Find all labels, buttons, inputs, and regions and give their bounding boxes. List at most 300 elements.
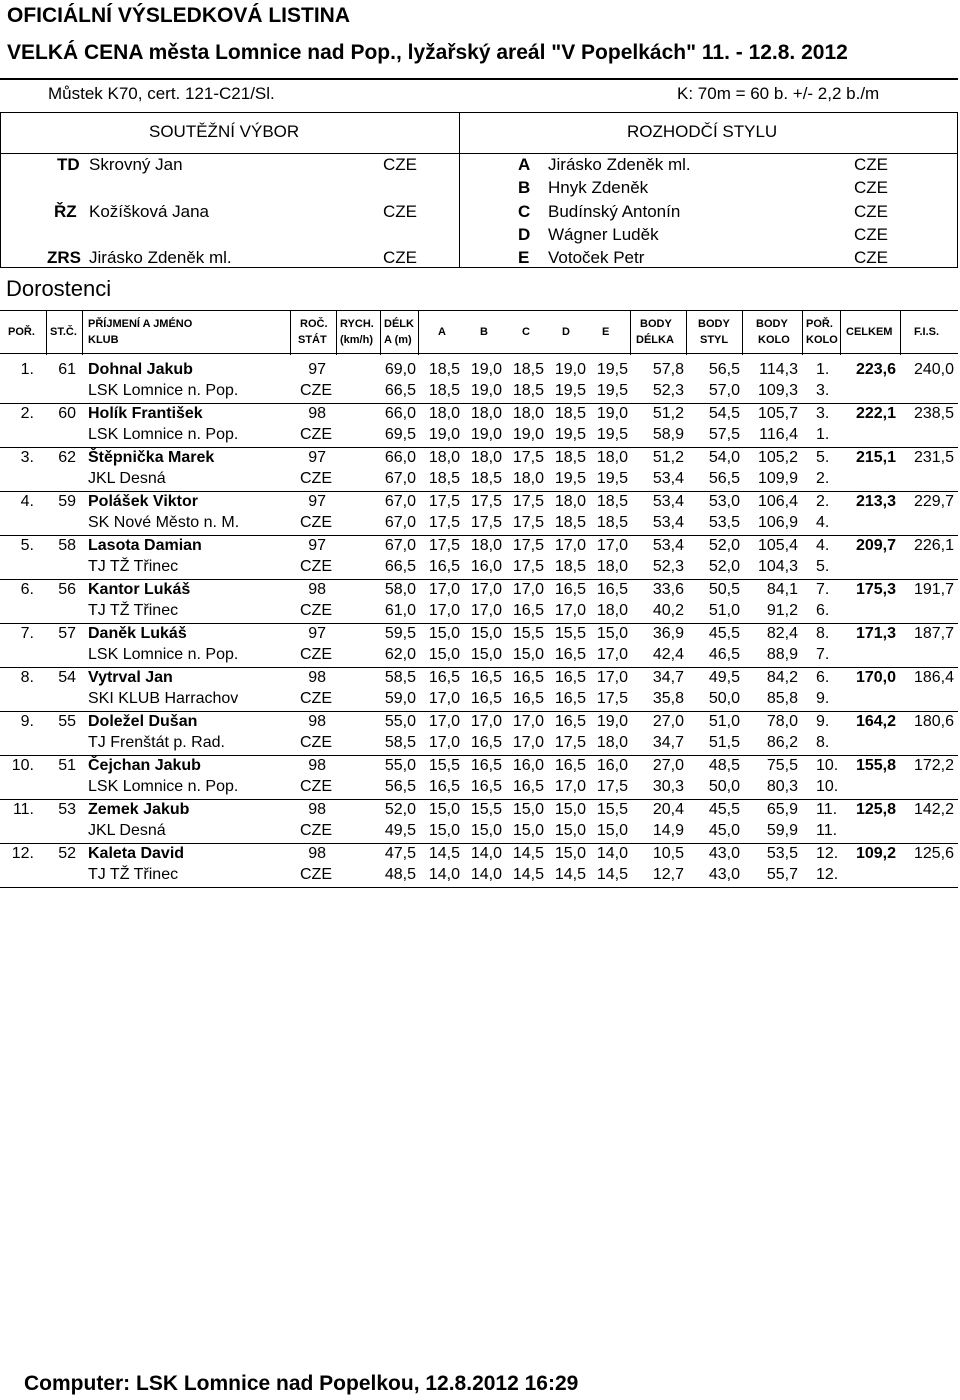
- judge-score: 16,5: [470, 690, 502, 707]
- official-role: ŘZ: [54, 202, 77, 221]
- judge-score: 16,5: [470, 734, 502, 751]
- style-points: 53,5: [708, 514, 740, 531]
- judge-score: 19,5: [554, 382, 586, 399]
- round-points: 109,3: [757, 382, 798, 399]
- total-points: 171,3: [855, 625, 896, 642]
- judge-score: 15,0: [596, 822, 628, 839]
- total-points: 215,1: [855, 449, 896, 466]
- birth-year: 98: [308, 801, 326, 818]
- header-distance-points-sub: DÉLKA: [636, 334, 674, 346]
- round-rank: 4.: [816, 537, 830, 554]
- birth-year: 98: [308, 581, 326, 598]
- result-entry: [0, 536, 958, 580]
- judge-score: 19,0: [470, 361, 502, 378]
- round-rank: 9.: [816, 690, 830, 707]
- jump-distance: 66,0: [384, 449, 416, 466]
- round-points: 85,8: [766, 690, 798, 707]
- distance-points: 10,5: [652, 845, 684, 862]
- judge-country: CZE: [854, 202, 888, 221]
- judge-letter: B: [518, 178, 531, 197]
- judge-score: 18,5: [554, 514, 586, 531]
- round-points: 116,4: [759, 426, 798, 443]
- judge-score: 19,0: [470, 426, 502, 443]
- round-points: 75,5: [766, 757, 798, 774]
- judge-score: 15,0: [554, 845, 586, 862]
- competition-committee-title: SOUTĚŽNÍ VÝBOR: [149, 122, 300, 141]
- judge-country: CZE: [854, 155, 888, 174]
- bib-number: 62: [58, 449, 76, 466]
- bib-number: 54: [58, 669, 76, 686]
- round-rank: 12.: [816, 845, 839, 862]
- fis-points: 142,2: [913, 801, 954, 818]
- result-entry: [0, 756, 958, 800]
- judge-score: 16,5: [512, 778, 544, 795]
- style-points: 53,0: [708, 493, 740, 510]
- distance-points: 33,6: [652, 581, 684, 598]
- athlete-club: JKL Desná: [88, 822, 166, 839]
- rank: 11.: [12, 801, 34, 818]
- judge-score: 15,0: [428, 625, 460, 642]
- column-divider: [630, 311, 631, 355]
- header-speed-unit: (km/h): [340, 334, 373, 346]
- column-divider: [802, 311, 803, 355]
- rank: 9.: [20, 713, 34, 730]
- judge-score: 16,0: [470, 558, 502, 575]
- jump-distance: 66,5: [384, 382, 416, 399]
- jump-distance: 67,0: [384, 470, 416, 487]
- round-rank: 6.: [816, 602, 830, 619]
- round-rank: 4.: [816, 514, 830, 531]
- total-points: 125,8: [855, 801, 896, 818]
- official-name: Skrovný Jan: [89, 155, 183, 174]
- judge-score: 18,5: [428, 382, 460, 399]
- round-points: 59,9: [766, 822, 798, 839]
- official-country: CZE: [383, 202, 417, 221]
- style-points: 48,5: [708, 757, 740, 774]
- jump-distance: 56,5: [384, 778, 416, 795]
- committee-header-line: [1, 153, 957, 154]
- judge-score: 18,5: [428, 361, 460, 378]
- judge-score: 15,0: [428, 822, 460, 839]
- category-title: Dorostenci: [6, 276, 112, 301]
- judge-score: 14,5: [512, 845, 544, 862]
- judge-score: 16,0: [596, 757, 628, 774]
- athlete-name: Kantor Lukáš: [88, 581, 191, 598]
- judge-name: Budínský Antonín: [548, 202, 681, 221]
- rank: 10.: [11, 757, 34, 774]
- total-points: 155,8: [855, 757, 896, 774]
- round-rank: 11.: [816, 801, 838, 818]
- judge-letter: C: [518, 202, 531, 221]
- judge-score: 17,0: [428, 602, 460, 619]
- judge-score: 16,5: [512, 602, 544, 619]
- bib-number: 52: [58, 845, 76, 862]
- round-points: 88,9: [766, 646, 798, 663]
- athlete-club: JKL Desná: [88, 470, 166, 487]
- birth-year: 97: [308, 361, 326, 378]
- round-rank: 5.: [816, 558, 830, 575]
- judge-score: 18,0: [428, 405, 460, 422]
- judge-score: 16,5: [512, 669, 544, 686]
- judge-score: 18,5: [428, 470, 460, 487]
- judge-score: 14,0: [470, 845, 502, 862]
- jump-distance: 58,5: [384, 734, 416, 751]
- round-rank: 12.: [816, 866, 839, 883]
- judge-score: 17,5: [470, 514, 502, 531]
- style-judges-title: ROZHODČÍ STYLU: [627, 122, 778, 141]
- judge-score: 18,0: [596, 558, 628, 575]
- column-divider: [336, 311, 337, 355]
- official-role: TD: [57, 155, 80, 174]
- judge-score: 15,0: [470, 822, 502, 839]
- athlete-name: Vytrval Jan: [88, 669, 173, 686]
- style-points: 51,0: [708, 713, 740, 730]
- judge-score: 17,0: [554, 602, 586, 619]
- judge-score: 15,0: [512, 646, 544, 663]
- judge-score: 16,5: [428, 778, 460, 795]
- jump-distance: 67,0: [384, 514, 416, 531]
- judge-score: 18,0: [596, 734, 628, 751]
- header-club: KLUB: [88, 334, 119, 346]
- fis-points: 172,2: [913, 757, 954, 774]
- column-divider: [840, 311, 841, 355]
- distance-points: 36,9: [652, 625, 684, 642]
- header-judge-b: B: [480, 326, 488, 338]
- distance-points: 12,7: [652, 866, 684, 883]
- judge-score: 18,0: [470, 449, 502, 466]
- judge-score: 16,5: [470, 778, 502, 795]
- judge-score: 15,0: [428, 646, 460, 663]
- judge-letter: E: [518, 248, 530, 267]
- birth-year: 98: [308, 757, 326, 774]
- judge-score: 19,0: [554, 361, 586, 378]
- fis-points: 240,0: [913, 361, 954, 378]
- result-entry: [0, 800, 958, 844]
- total-points: 223,6: [855, 361, 896, 378]
- nation: CZE: [300, 734, 332, 751]
- birth-year: 98: [308, 713, 326, 730]
- style-points: 43,0: [708, 866, 740, 883]
- header-round-points: BODY: [756, 318, 788, 330]
- judge-score: 17,0: [512, 734, 544, 751]
- jump-distance: 49,5: [384, 822, 416, 839]
- bib-number: 60: [58, 405, 76, 422]
- nation: CZE: [300, 470, 332, 487]
- result-entry: [0, 712, 958, 756]
- distance-points: 40,2: [652, 602, 684, 619]
- round-rank: 8.: [816, 734, 830, 751]
- athlete-name: Daněk Lukáš: [88, 625, 187, 642]
- style-points: 52,0: [708, 558, 740, 575]
- judge-score: 16,5: [470, 669, 502, 686]
- distance-points: 35,8: [652, 690, 684, 707]
- distance-points: 20,4: [652, 801, 684, 818]
- round-points: 105,4: [757, 537, 798, 554]
- round-rank: 9.: [816, 713, 830, 730]
- fis-points: 238,5: [913, 405, 954, 422]
- judge-score: 14,0: [596, 845, 628, 862]
- official-name: Kožíšková Jana: [89, 202, 210, 221]
- committee-divider: [459, 113, 460, 267]
- judge-score: 16,5: [554, 581, 586, 598]
- judge-score: 18,0: [512, 405, 544, 422]
- style-points: 51,0: [708, 602, 740, 619]
- judge-score: 19,0: [470, 382, 502, 399]
- rank: 5.: [20, 537, 34, 554]
- judge-score: 14,0: [428, 866, 460, 883]
- column-divider: [418, 311, 419, 355]
- result-entry: [0, 448, 958, 492]
- nation: CZE: [300, 426, 332, 443]
- birth-year: 97: [308, 493, 326, 510]
- official-country: CZE: [383, 155, 417, 174]
- total-points: 164,2: [855, 713, 896, 730]
- header-fis: F.I.S.: [914, 326, 940, 338]
- judge-score: 17,5: [512, 537, 544, 554]
- judge-score: 17,5: [428, 493, 460, 510]
- judge-score: 17,0: [470, 581, 502, 598]
- judge-score: 15,0: [596, 625, 628, 642]
- judge-score: 19,5: [554, 426, 586, 443]
- judge-name: Jirásko Zdeněk ml.: [548, 155, 691, 174]
- judge-score: 17,5: [596, 690, 628, 707]
- judge-score: 19,5: [554, 470, 586, 487]
- header-year: ROČ.: [300, 318, 328, 330]
- athlete-name: Zemek Jakub: [88, 801, 190, 818]
- style-points: 51,5: [708, 734, 740, 751]
- style-points: 56,5: [708, 470, 740, 487]
- jump-distance: 69,5: [384, 426, 416, 443]
- judge-score: 16,5: [470, 757, 502, 774]
- column-divider: [46, 311, 47, 355]
- header-round-rank-sub: KOLO: [806, 334, 838, 346]
- judge-score: 15,5: [596, 801, 628, 818]
- jump-distance: 67,0: [384, 493, 416, 510]
- header-judge-d: D: [562, 326, 570, 338]
- judge-score: 17,0: [554, 537, 586, 554]
- style-points: 49,5: [708, 669, 740, 686]
- judge-score: 16,5: [512, 690, 544, 707]
- judge-score: 17,5: [512, 449, 544, 466]
- judge-score: 15,0: [470, 646, 502, 663]
- distance-points: 52,3: [652, 558, 684, 575]
- round-points: 82,4: [766, 625, 798, 642]
- jump-distance: 52,0: [384, 801, 416, 818]
- round-rank: 10.: [816, 778, 839, 795]
- athlete-club: TJ TŽ Třinec: [88, 558, 179, 575]
- nation: CZE: [300, 822, 332, 839]
- committee-box: [0, 112, 958, 268]
- round-points: 84,1: [766, 581, 798, 598]
- judge-score: 17,0: [596, 646, 628, 663]
- judge-score: 17,0: [596, 669, 628, 686]
- header-distance: DÉLK: [384, 318, 414, 330]
- nation: CZE: [300, 646, 332, 663]
- athlete-club: SKI KLUB Harrachov: [88, 690, 239, 707]
- round-rank: 7.: [816, 581, 830, 598]
- round-points: 78,0: [766, 713, 798, 730]
- result-entry: [0, 624, 958, 668]
- judge-score: 14,5: [512, 866, 544, 883]
- style-points: 56,5: [708, 361, 740, 378]
- judge-score: 17,5: [596, 778, 628, 795]
- distance-points: 34,7: [652, 734, 684, 751]
- judge-score: 19,5: [596, 426, 628, 443]
- official-country: CZE: [383, 248, 417, 267]
- event-title: VELKÁ CENA města Lomnice nad Pop., lyžařský areál "V Popelkách" 11. - 12.8. 2012: [7, 41, 848, 64]
- official-name: Jirásko Zdeněk ml.: [89, 248, 232, 267]
- distance-points: 51,2: [652, 405, 684, 422]
- judge-score: 19,0: [596, 713, 628, 730]
- judge-score: 15,5: [554, 625, 586, 642]
- jump-distance: 67,0: [384, 537, 416, 554]
- jump-distance: 55,0: [384, 757, 416, 774]
- style-points: 54,0: [708, 449, 740, 466]
- header-style-points-sub: STYL: [700, 334, 729, 346]
- judge-score: 17,0: [596, 537, 628, 554]
- header-round-rank: POŘ.: [806, 318, 833, 330]
- athlete-name: Polášek Viktor: [88, 493, 198, 510]
- judge-score: 19,0: [512, 426, 544, 443]
- judge-score: 17,0: [512, 713, 544, 730]
- style-points: 50,0: [708, 778, 740, 795]
- birth-year: 98: [308, 845, 326, 862]
- jump-distance: 58,5: [384, 669, 416, 686]
- birth-year: 98: [308, 669, 326, 686]
- judge-score: 15,5: [428, 757, 460, 774]
- judge-letter: D: [518, 225, 531, 244]
- result-entry: [0, 404, 958, 448]
- athlete-name: Lasota Damian: [88, 537, 202, 554]
- judge-score: 18,0: [596, 602, 628, 619]
- athlete-name: Holík František: [88, 405, 203, 422]
- bib-number: 53: [58, 801, 76, 818]
- distance-points: 58,9: [652, 426, 684, 443]
- fis-points: 229,7: [913, 493, 954, 510]
- athlete-club: LSK Lomnice n. Pop.: [88, 646, 239, 663]
- header-judge-e: E: [602, 326, 610, 338]
- judge-score: 17,0: [428, 581, 460, 598]
- column-divider: [900, 311, 901, 355]
- judge-score: 14,5: [428, 845, 460, 862]
- style-points: 50,5: [708, 581, 740, 598]
- result-entry: [0, 844, 958, 888]
- judge-score: 17,5: [554, 734, 586, 751]
- judge-score: 15,0: [512, 822, 544, 839]
- bib-number: 51: [58, 757, 76, 774]
- footer-computer: Computer: LSK Lomnice nad Popelkou, 12.8.2012 16:29: [24, 1372, 579, 1395]
- judge-score: 17,0: [554, 778, 586, 795]
- distance-points: 53,4: [652, 470, 684, 487]
- nation: CZE: [300, 558, 332, 575]
- header-distance-points: BODY: [640, 318, 672, 330]
- birth-year: 97: [308, 449, 326, 466]
- judge-score: 15,0: [428, 801, 460, 818]
- judge-score: 14,5: [596, 866, 628, 883]
- style-points: 45,5: [708, 801, 740, 818]
- header-speed: RYCH.: [340, 318, 374, 330]
- athlete-club: TJ TŽ Třinec: [88, 602, 179, 619]
- rank: 12.: [11, 845, 34, 862]
- judge-score: 18,5: [554, 405, 586, 422]
- judge-name: Votoček Petr: [548, 248, 645, 267]
- judge-score: 15,0: [554, 801, 586, 818]
- judge-score: 16,5: [596, 581, 628, 598]
- header-distance-unit: A (m): [384, 334, 412, 346]
- distance-points: 42,4: [652, 646, 684, 663]
- column-divider: [82, 311, 83, 355]
- jump-distance: 69,0: [384, 361, 416, 378]
- jump-distance: 48,5: [384, 866, 416, 883]
- judge-score: 16,5: [554, 690, 586, 707]
- distance-points: 53,4: [652, 537, 684, 554]
- rank: 4.: [20, 493, 34, 510]
- jump-distance: 66,0: [384, 405, 416, 422]
- round-rank: 6.: [816, 669, 830, 686]
- athlete-name: Štěpnička Marek: [88, 449, 215, 466]
- birth-year: 97: [308, 537, 326, 554]
- column-divider: [686, 311, 687, 355]
- nation: CZE: [300, 382, 332, 399]
- judge-score: 17,5: [428, 537, 460, 554]
- round-points: 80,3: [766, 778, 798, 795]
- judge-score: 18,5: [596, 514, 628, 531]
- round-rank: 11.: [816, 822, 838, 839]
- distance-points: 27,0: [652, 757, 684, 774]
- header-nation: STÁT: [298, 334, 327, 346]
- athlete-club: LSK Lomnice n. Pop.: [88, 426, 239, 443]
- rank: 6.: [20, 581, 34, 598]
- nation: CZE: [300, 514, 332, 531]
- result-entry: [0, 360, 958, 404]
- document-title: OFICIÁLNÍ VÝSLEDKOVÁ LISTINA: [7, 4, 351, 27]
- style-points: 57,0: [708, 382, 740, 399]
- round-points: 106,4: [757, 493, 798, 510]
- jump-distance: 59,0: [384, 690, 416, 707]
- round-points: 114,3: [759, 361, 798, 378]
- judge-score: 18,5: [596, 493, 628, 510]
- style-points: 54,5: [708, 405, 740, 422]
- bib-number: 59: [58, 493, 76, 510]
- total-points: 175,3: [855, 581, 896, 598]
- fis-points: 186,4: [913, 669, 954, 686]
- judge-score: 17,0: [470, 602, 502, 619]
- fis-points: 226,1: [913, 537, 954, 554]
- bib-number: 58: [58, 537, 76, 554]
- fis-points: 187,7: [913, 625, 954, 642]
- judge-score: 17,0: [512, 581, 544, 598]
- header-style-points: BODY: [698, 318, 730, 330]
- official-role: ZRS: [47, 248, 81, 267]
- rank: 3.: [20, 449, 34, 466]
- round-points: 86,2: [766, 734, 798, 751]
- judge-score: 19,5: [596, 361, 628, 378]
- result-entry: [0, 668, 958, 712]
- judge-score: 15,5: [512, 625, 544, 642]
- fis-points: 125,6: [913, 845, 954, 862]
- judge-score: 16,0: [512, 757, 544, 774]
- judge-score: 15,0: [512, 801, 544, 818]
- round-points: 65,9: [766, 801, 798, 818]
- judge-score: 17,5: [428, 514, 460, 531]
- judge-score: 18,0: [596, 449, 628, 466]
- jump-distance: 61,0: [384, 602, 416, 619]
- judge-score: 15,0: [554, 822, 586, 839]
- jump-distance: 66,5: [384, 558, 416, 575]
- header-round-points-sub: KOLO: [758, 334, 790, 346]
- total-points: 213,3: [855, 493, 896, 510]
- round-points: 106,9: [757, 514, 798, 531]
